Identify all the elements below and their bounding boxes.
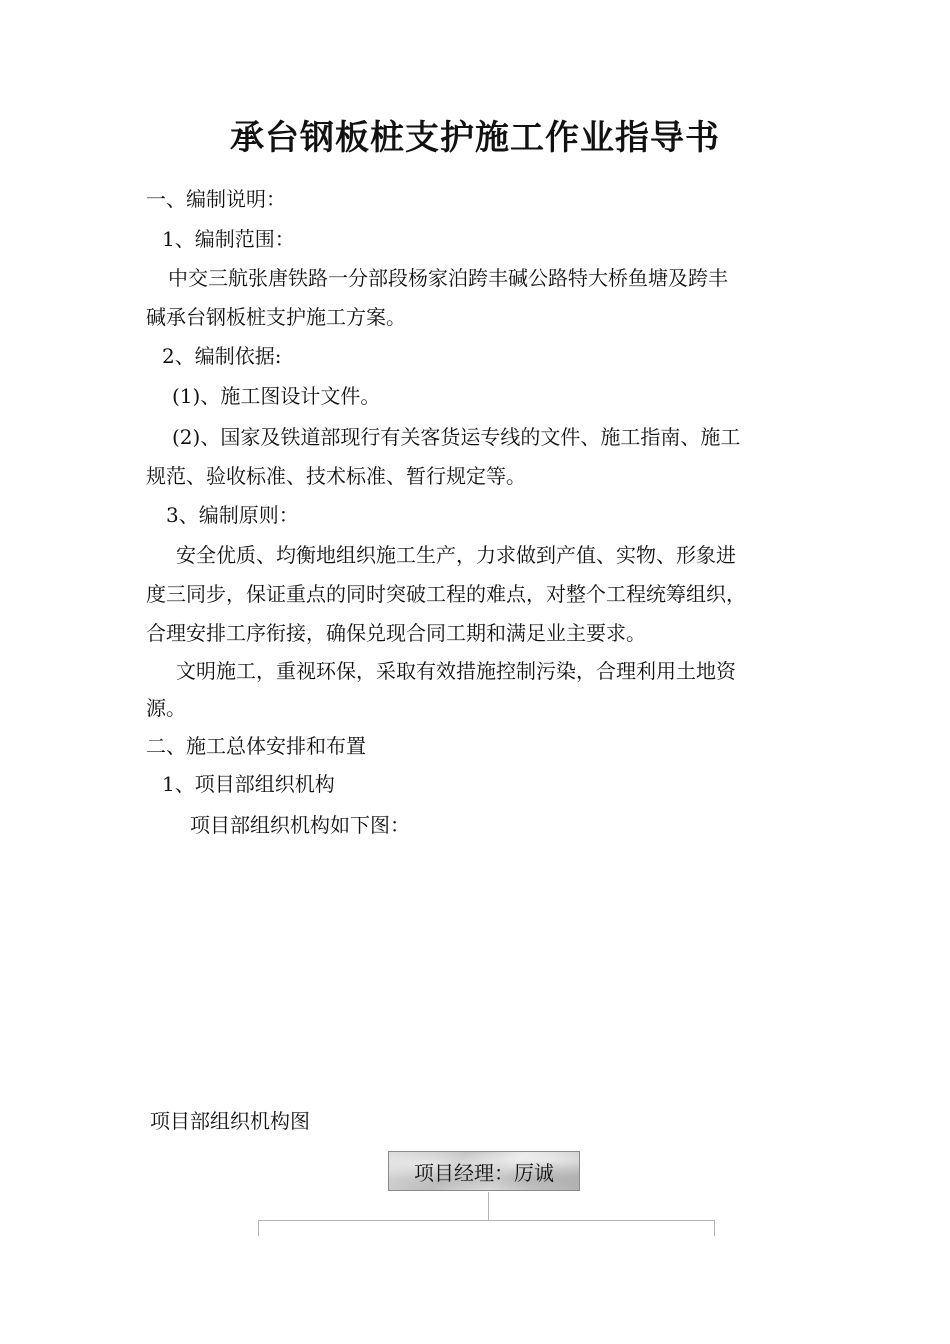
paragraph-line: 源。 <box>146 696 186 720</box>
paragraph-line: 中交三航张唐铁路一分部段杨家泊跨丰碱公路特大桥鱼塘及跨丰 <box>168 266 728 290</box>
paragraph-line: 度三同步，保证重点的同时突破工程的难点，对整个工程统筹组织， <box>146 582 746 606</box>
org-chart-caption: 项目部组织机构图 <box>150 1109 310 1133</box>
org-chart-connector <box>714 1220 715 1236</box>
org-chart-connector <box>258 1220 715 1221</box>
org-chart-box-project-manager <box>388 1151 580 1191</box>
org-chart-connector <box>488 1192 489 1220</box>
paragraph-line: 安全优质、均衡地组织施工生产，力求做到产值、实物、形象进 <box>176 543 736 567</box>
paragraph-line: 文明施工，重视环保，采取有效措施控制污染，合理利用土地资 <box>176 659 736 683</box>
paragraph-line: 项目部组织机构如下图： <box>190 813 410 837</box>
subsection-heading-scope: 1、编制范围： <box>162 227 295 251</box>
section-heading-1: 一、编制说明： <box>146 187 286 211</box>
paragraph-line: 碱承台钢板桩支护施工方案。 <box>146 305 406 329</box>
document-title: 承台钢板桩支护施工作业指导书 <box>230 118 720 158</box>
org-chart-connector <box>258 1220 259 1236</box>
list-item: (1)、施工图设计文件。 <box>172 384 381 408</box>
section-heading-2: 二、施工总体安排和布置 <box>146 734 366 758</box>
org-chart-box-label: 项目经理：厉诚 <box>414 1160 554 1185</box>
list-item: (2)、国家及铁道部现行有关客货运专线的文件、施工指南、施工 <box>172 425 741 449</box>
subsection-heading-principles: 3、编制原则： <box>166 503 299 527</box>
paragraph-line: 规范、验收标准、技术标准、暂行规定等。 <box>146 464 526 488</box>
subsection-heading-basis: 2、编制依据: <box>162 344 282 368</box>
paragraph-line: 合理安排工序衔接，确保兑现合同工期和满足业主要求。 <box>146 621 646 645</box>
subsection-heading-org: 1、项目部组织机构 <box>162 772 335 796</box>
